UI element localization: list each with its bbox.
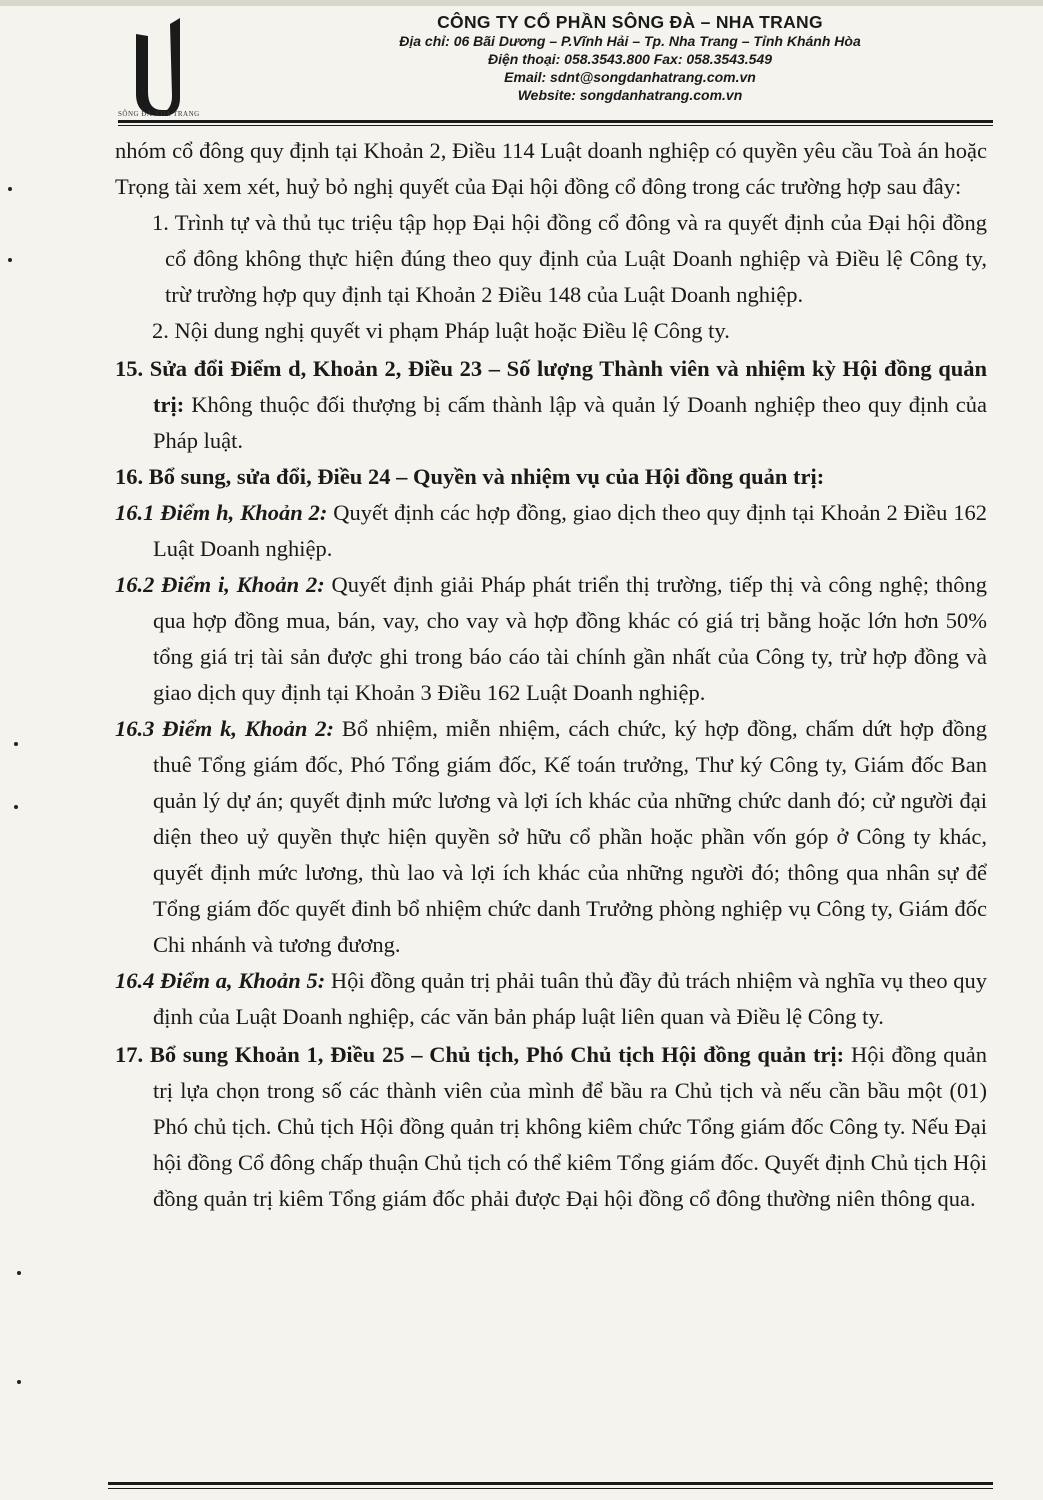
section-16-heading: 16. Bổ sung, sửa đổi, Điều 24 – Quyền và nhiệm vụ của Hội đồng quản trị: — [115, 464, 825, 489]
company-phone: Điện thoại: 058.3543.800 Fax: 058.3543.549 — [487, 51, 773, 67]
section-15 — [115, 351, 987, 459]
section-16-3-heading: 16.3 Điểm k, Khoản 2: — [115, 716, 335, 741]
section-16-4-text: Hội đồng quản trị phải tuân thủ đầy đủ trách nhiệm và nghĩa vụ theo quy định của Luật Doanh nghiệp, các văn bản pháp luật liên quan và Điều lệ Công ty. — [153, 968, 987, 1029]
letterhead — [330, 12, 930, 104]
section-17 — [115, 1037, 987, 1217]
margin-mark — [17, 1380, 21, 1384]
logo-caption: SÔNG ĐÀ NHA TRANG — [118, 110, 200, 118]
footer-rule-thin — [108, 1488, 993, 1489]
margin-mark — [8, 258, 12, 262]
section-17-heading: 17. Bổ sung Khoản 1, Điều 25 – Chủ tịch, Phó Chủ tịch Hội đồng quản trị: — [115, 1042, 845, 1067]
section-16-1 — [115, 495, 987, 567]
company-address: Địa chỉ: 06 Bãi Dương – P.Vĩnh Hải – Tp. Nha Trang – Tỉnh Khánh Hòa — [399, 33, 861, 49]
margin-mark — [14, 805, 18, 809]
page-edge — [0, 0, 1043, 6]
section-16-3-text: Bổ nhiệm, miễn nhiệm, cách chức, ký hợp đồng, chấm dứt hợp đồng thuê Tổng giám đốc, Phó Tổng giám đốc, Kế toán trưởng, Thư ký Công ty, Giám đốc Ban quản lý dự án; quyết định mức lương và lợi ích khác của những chức danh đó; cử người đại diện theo uỷ quyền thực hiện quyền sở hữu cổ phần hoặc phần vốn góp ở Công ty khác, quyết định mức lương, thù lao và lợi ích khác của những người đó; thông qua nhân sự để Tổng giám đốc quyết đinh bổ nhiệm chức danh Trưởng phòng nghiệp vụ Công ty, Giám đốc Chi nhánh và tương đương. — [153, 716, 987, 957]
footer-rule — [108, 1482, 993, 1485]
section-16-2-text: Quyết định giải Pháp phát triển thị trường, tiếp thị và công nghệ; thông qua hợp đồng mua, bán, vay, cho vay và hợp đồng khác có giá trị bằng hoặc lớn hơn 50% tổng giá trị tài sản được ghi trong báo cáo tài chính gần nhất của Công ty, trừ hợp đồng và giao dịch quy định tại Khoản 3 Điều 162 Luật Doanh nghiệp. — [153, 572, 987, 705]
section-15-heading: 15. Sửa đổi Điểm d, Khoản 2, Điều 23 – Số lượng Thành viên và nhiệm kỳ Hội đồng quản trị: — [115, 356, 987, 417]
section-15-text: Không thuộc đối thượng bị cấm thành lập và quản lý Doanh nghiệp theo quy định của Pháp luật. — [153, 392, 987, 453]
document-body — [115, 133, 987, 1217]
section-16-4-heading: 16.4 Điểm a, Khoản 5: — [115, 968, 326, 993]
section-16-2-heading: 16.2 Điểm i, Khoản 2: — [115, 572, 325, 597]
section-16-1-text: Quyết định các hợp đồng, giao dịch theo quy định tại Khoản 2 Điều 162 Luật Doanh nghiệp. — [153, 500, 987, 561]
section-16 — [115, 459, 987, 495]
header-rule — [118, 120, 993, 123]
section-16-1-heading: 16.1 Điểm h, Khoản 2: — [115, 500, 328, 525]
company-logo — [118, 14, 238, 124]
company-website: Website: songdanhatrang.com.vn — [517, 87, 743, 103]
company-email: Email: sdnt@songdanhatrang.com.vn — [504, 69, 756, 85]
margin-mark — [8, 187, 12, 191]
section-16-3 — [115, 711, 987, 963]
section-16-4 — [115, 963, 987, 1035]
intro-paragraph: nhóm cổ đông quy định tại Khoản 2, Điều 114 Luật doanh nghiệp có quyền yêu cầu Toà án hoặc Trọng tài xem xét, huỷ bỏ nghị quyết của Đại hội đồng cổ đông trong các trường hợp sau đây: — [115, 138, 987, 199]
margin-mark — [14, 742, 18, 746]
section-17-text: Hội đồng quản trị lựa chọn trong số các thành viên của mình để bầu ra Chủ tịch và nếu cần bầu một (01) Phó chủ tịch. Chủ tịch Hội đồng quản trị không kiêm chức Tổng giám đốc Công ty. Nếu Đại hội đồng Cổ đông chấp thuận Chủ tịch có thể kiêm Tổng giám đốc. Quyết định Chủ tịch Hội đồng quản trị kiêm Tổng giám đốc phải được Đại hội đồng cổ đông thường niên thông qua. — [153, 1042, 987, 1211]
list-item-1: 1. Trình tự và thủ tục triệu tập họp Đại hội đồng cổ đông và ra quyết định của Đại hội đồng cổ đông không thực hiện đúng theo quy định của Luật Doanh nghiệp và Điều lệ Công ty, trừ trường hợp quy định tại Khoản 2 Điều 148 của Luật Doanh nghiệp. — [152, 210, 987, 307]
company-name: CÔNG TY CỔ PHẦN SÔNG ĐÀ – NHA TRANG — [437, 12, 823, 32]
section-16-2 — [115, 567, 987, 711]
list-item-2: 2. Nội dung nghị quyết vi phạm Pháp luật hoặc Điều lệ Công ty. — [152, 318, 730, 343]
header-rule-thin — [118, 125, 993, 126]
margin-mark — [17, 1271, 21, 1275]
